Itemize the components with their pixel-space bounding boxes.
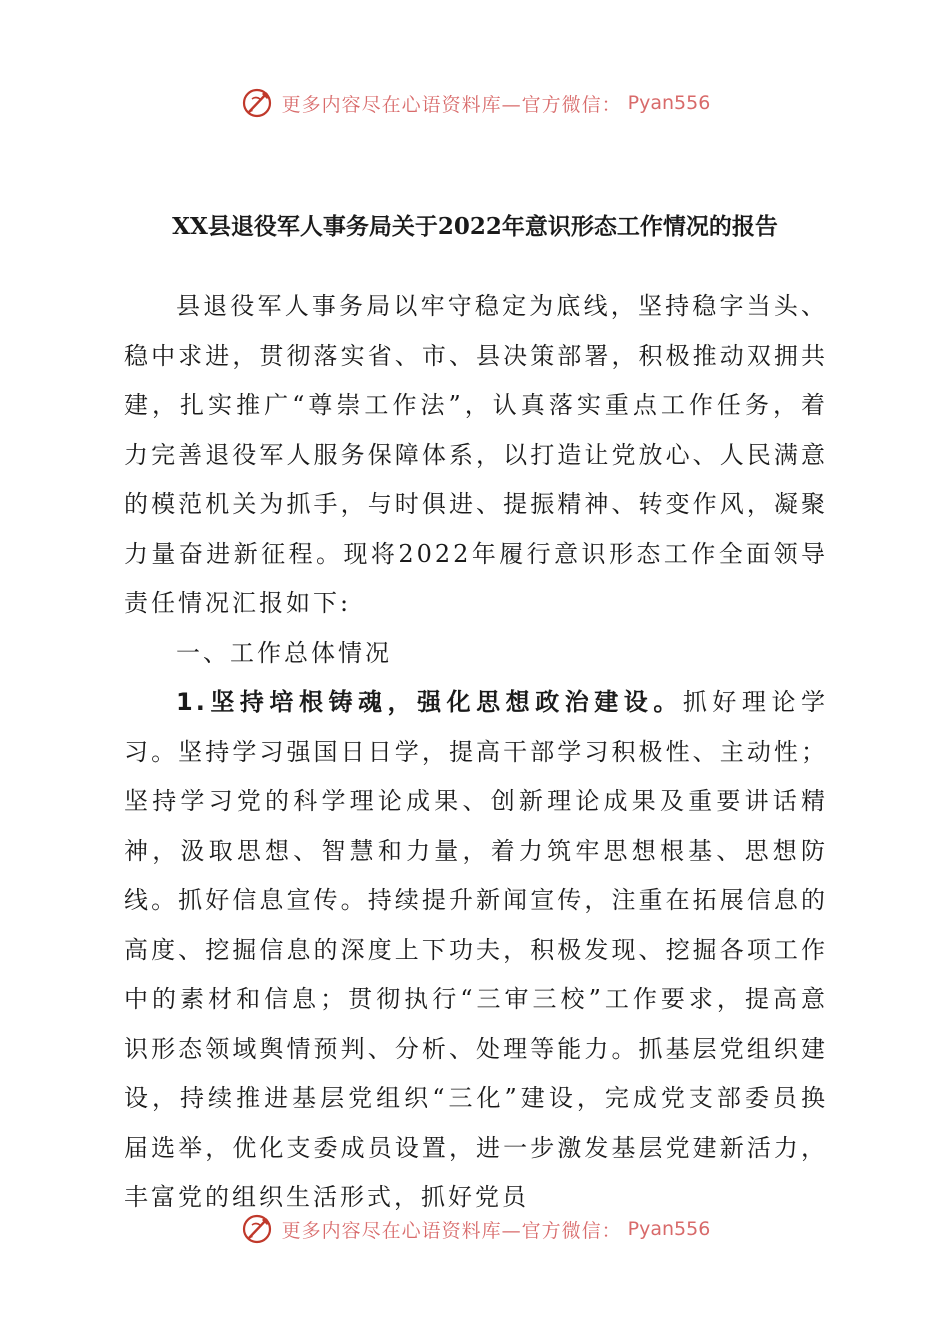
watermark-header [0,83,950,123]
item-paragraph [124,678,828,1223]
intro-paragraph: 县退役军人事务局以牢守稳定为底线，坚持稳字当头、稳中求进，贯彻落实省、市、县决策部署，积极推动双拥共建，扎实推广“尊崇工作法”，认真落实重点工作任务，着力完善退役军人服务保障体系，以打造让党放心、人民满意的模范机关为抓手，与时俱进、提振精神、转变作风，凝聚力量奋进新征程。现将2022年履行意识形态工作全面领导责任情况汇报如下: [124,292,828,617]
item-title: 1.坚持培根铸魂，强化思想政治建设。 [176,688,683,716]
section-heading: 一、工作总体情况 [176,638,392,667]
pen-logo-icon [240,85,276,121]
watermark-wechat-id: Pyan556 [627,1218,711,1240]
document-title: XX县退役军人事务局关于2022年意识形态工作情况的报告 [172,213,778,240]
watermark-wechat-id: Pyan556 [627,92,711,114]
watermark-footer [0,1209,950,1249]
item-body: 抓好理论学习。坚持学习强国日日学，提高干部学习积极性、主动性；坚持学习党的科学理论成果、创新理论成果及重要讲话精神，汲取思想、智慧和力量，着力筑牢思想根基、思想防线。抓好信息宣传。持续提升新闻宣传，注重在拓展信息的高度、挖掘信息的深度上下功夫，积极发现、挖掘各项工作中的素材和信息；贯彻执行“三审三校”工作要求，提高意识形态领域舆情预判、分析、处理等能力。抓基层党组织建设，持续推进基层党组织“三化”建设，完成党支部委员换届选举，优化支委成员设置，进一步激发基层党建新活力，丰富党的组织生活形式，抓好党员 [124,688,828,1211]
document-body [124,282,828,1223]
pen-logo-icon [240,1211,276,1247]
watermark-text: 更多内容尽在心语资料库—官方微信： [281,1219,622,1242]
watermark-text: 更多内容尽在心语资料库—官方微信： [281,93,622,116]
